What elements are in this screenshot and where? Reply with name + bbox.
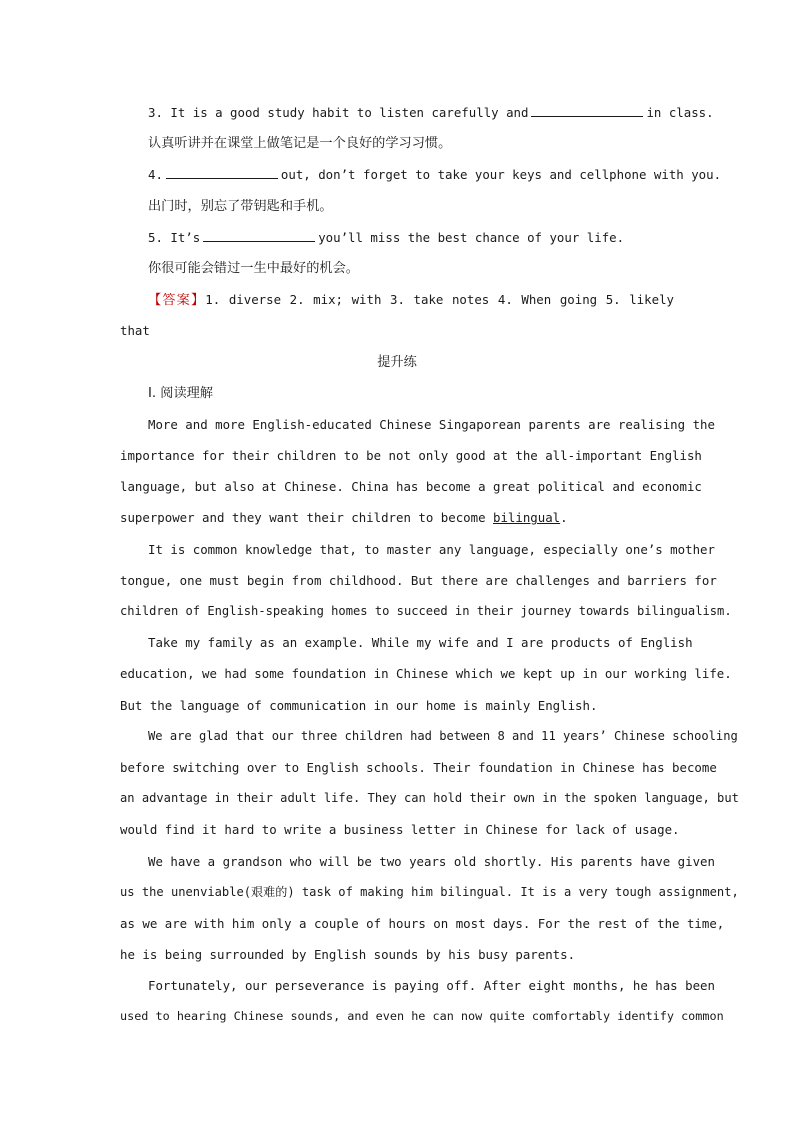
passage-p3-line1: Take my family as an example. While my wife and I are products of English	[148, 635, 693, 651]
passage-p3-line2: education, we had some foundation in Chinese which we kept up in our working life.	[120, 666, 732, 682]
passage-p5-line3: as we are with him only a couple of hours on most days. For the rest of the time,	[120, 915, 725, 931]
passage-p5-line2: us the unenviable(艰难的) task of making him bilingual. It is a very tough assignment,	[120, 884, 739, 899]
passage-p5-line1: We have a grandson who will be two years old shortly. His parents have given	[148, 853, 715, 869]
question-3-translation: 认真听讲并在课堂上做笔记是一个良好的学习习惯。	[148, 136, 452, 152]
question-4-text: 4.	[148, 167, 163, 183]
question-5-end: you’ll miss the best chance of your life.	[318, 229, 625, 245]
question-3-end: in class.	[646, 105, 714, 120]
document-page	[120, 97, 739, 1033]
passage-p4-line3: an advantage in their adult life. They can hold their own in the spoken language, but	[120, 791, 739, 806]
section-title: 提升练	[377, 354, 417, 370]
question-4	[120, 159, 722, 190]
question-5-blank	[203, 229, 315, 242]
passage-p4-line2: before switching over to English schools. Their foundation in Chinese has become	[120, 759, 717, 775]
passage-p1-line2: importance for their children to be not only good at the all-important English	[120, 448, 702, 464]
passage-p5-line4: he is being surrounded by English sounds by his busy parents.	[120, 947, 576, 963]
passage-p6-line1: Fortunately, our perseverance is paying off. After eight months, he has been	[148, 978, 715, 994]
answer-line	[120, 284, 674, 315]
question-5-text: 5. It’s	[148, 229, 201, 245]
answer-text: 1. diverse 2. mix; with 3. take notes 4. When going 5. likely	[205, 292, 674, 308]
question-5	[120, 222, 674, 253]
passage-p1-line1: More and more English-educated Chinese Singaporean parents are realising the	[148, 416, 715, 432]
question-4-blank	[166, 166, 278, 179]
answer-tag: 【答案】	[148, 293, 206, 309]
passage-p3-line3: But the language of communication in our home is mainly English.	[120, 697, 598, 713]
question-3	[120, 97, 714, 128]
passage-p6-line2: used to hearing Chinese sounds, and even he can now quite comfortably identify common	[120, 1009, 724, 1024]
passage-p4-line4: would find it hard to write a business letter in Chinese for lack of usage.	[120, 822, 680, 838]
part-heading: Ⅰ. 阅读理解	[148, 385, 214, 401]
question-4-translation: 出门时，别忘了带钥匙和手机。	[148, 198, 333, 214]
passage-p2-line1: It is common knowledge that, to master any language, especially one’s mother	[148, 541, 715, 557]
passage-p1-line4	[120, 502, 674, 533]
passage-p1-line3: language, but also at Chinese. China has become a great political and economic	[120, 479, 702, 495]
passage-p2-line3: children of English-speaking homes to succeed in their journey towards bilingualism.	[120, 604, 732, 618]
passage-p2-line2: tongue, one must begin from childhood. But there are challenges and barriers for	[120, 572, 717, 588]
underlined-word-bilingual: bilingual	[493, 510, 561, 526]
question-5-translation: 你很可能会错过一生中最好的机会。	[148, 260, 359, 276]
passage-p1-line4-text: superpower and they want their children to become	[120, 510, 493, 526]
answer-line-cont: that	[120, 323, 150, 339]
question-4-end: out, don’t forget to take your keys and cellphone with you.	[280, 167, 722, 183]
passage-p4-line1: We are glad that our three children had between 8 and 11 years’ Chinese schooling	[148, 728, 738, 743]
passage-p1-line4-end: .	[560, 510, 568, 526]
question-3-blank	[531, 104, 643, 117]
question-3-text: 3. It is a good study habit to listen carefully and	[148, 105, 529, 120]
